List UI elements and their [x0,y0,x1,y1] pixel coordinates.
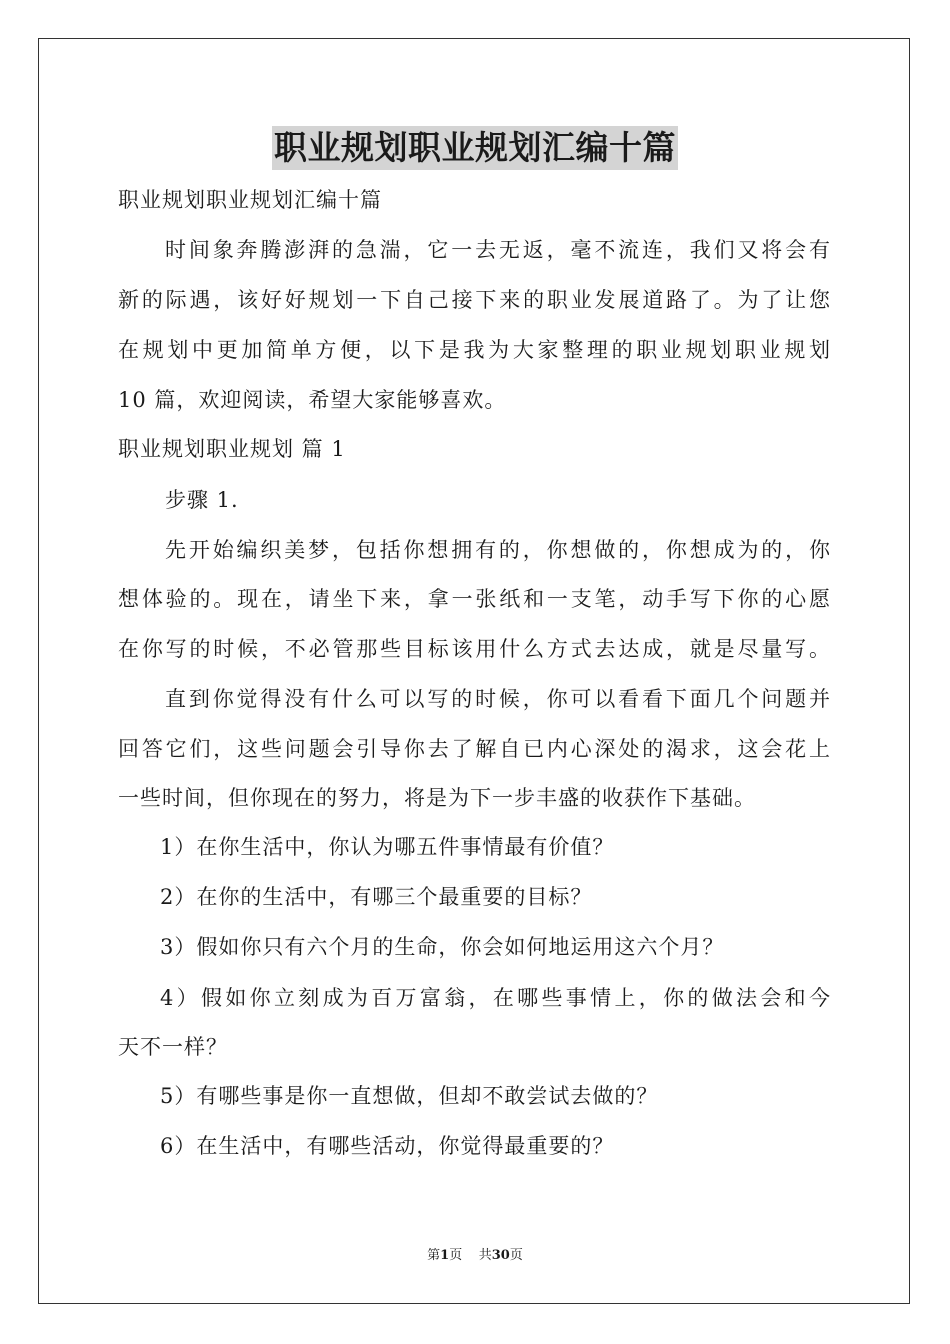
footer-total-suffix: 页 [509,1248,523,1263]
question-item: 4）假如你立刻成为百万富翁，在哪些事情上，你的做法会和今 [160,986,831,1010]
section-heading: 职业规划职业规划 篇 1 [118,437,346,461]
document-subtitle: 职业规划职业规划汇编十篇 [118,188,382,212]
paragraph-line: 一些时间，但你现在的努力，将是为下一步丰盛的收获作下基础。 [118,786,756,810]
question-item: 3）假如你只有六个月的生命，你会如何地运用这六个月？ [160,935,725,959]
footer-page-prefix: 第 [427,1248,441,1263]
paragraph-line: 新的际遇，该好好规划一下自己接下来的职业发展道路了。为了让您 [118,288,831,312]
title-wrap [0,126,950,170]
question-item: 1）在你生活中，你认为哪五件事情最有价值？ [160,835,615,859]
question-item: 5）有哪些事是你一直想做，但却不敢尝试去做的？ [160,1084,659,1108]
paragraph-line: 想体验的。现在，请坐下来，拿一张纸和一支笔，动手写下你的心愿 [118,587,831,611]
footer-page-number: 1 [440,1248,450,1263]
paragraph-line: 时间象奔腾澎湃的急湍，它一去无返，毫不流连，我们又将会有 [165,238,831,262]
paragraph-line: 回答它们，这些问题会引导你去了解自已内心深处的渴求，这会花上 [118,737,831,761]
step-label: 步骤 1. [165,488,239,512]
page-footer [0,1247,950,1265]
page-border [38,38,910,1304]
footer-total-prefix: 共 [478,1248,492,1263]
document-title: 职业规划职业规划汇编十篇 [272,126,678,170]
paragraph-line: 在规划中更加简单方便，以下是我为大家整理的职业规划职业规划 [118,338,831,362]
question-item: 天不一样？ [118,1035,228,1059]
footer-page-suffix: 页 [449,1248,463,1263]
paragraph-line: 直到你觉得没有什么可以写的时候，你可以看看下面几个问题并 [165,687,831,711]
paragraph-line: 先开始编织美梦，包括你想拥有的，你想做的，你想成为的，你 [165,538,831,562]
question-item: 2）在你的生活中，有哪三个最重要的目标？ [160,885,593,909]
paragraph-line: 10 篇，欢迎阅读，希望大家能够喜欢。 [118,388,507,412]
footer-total-pages: 30 [491,1248,510,1263]
paragraph-line: 在你写的时候，不必管那些目标该用什么方式去达成，就是尽量写。 [118,637,831,661]
question-item: 6）在生活中，有哪些活动，你觉得最重要的？ [160,1134,615,1158]
